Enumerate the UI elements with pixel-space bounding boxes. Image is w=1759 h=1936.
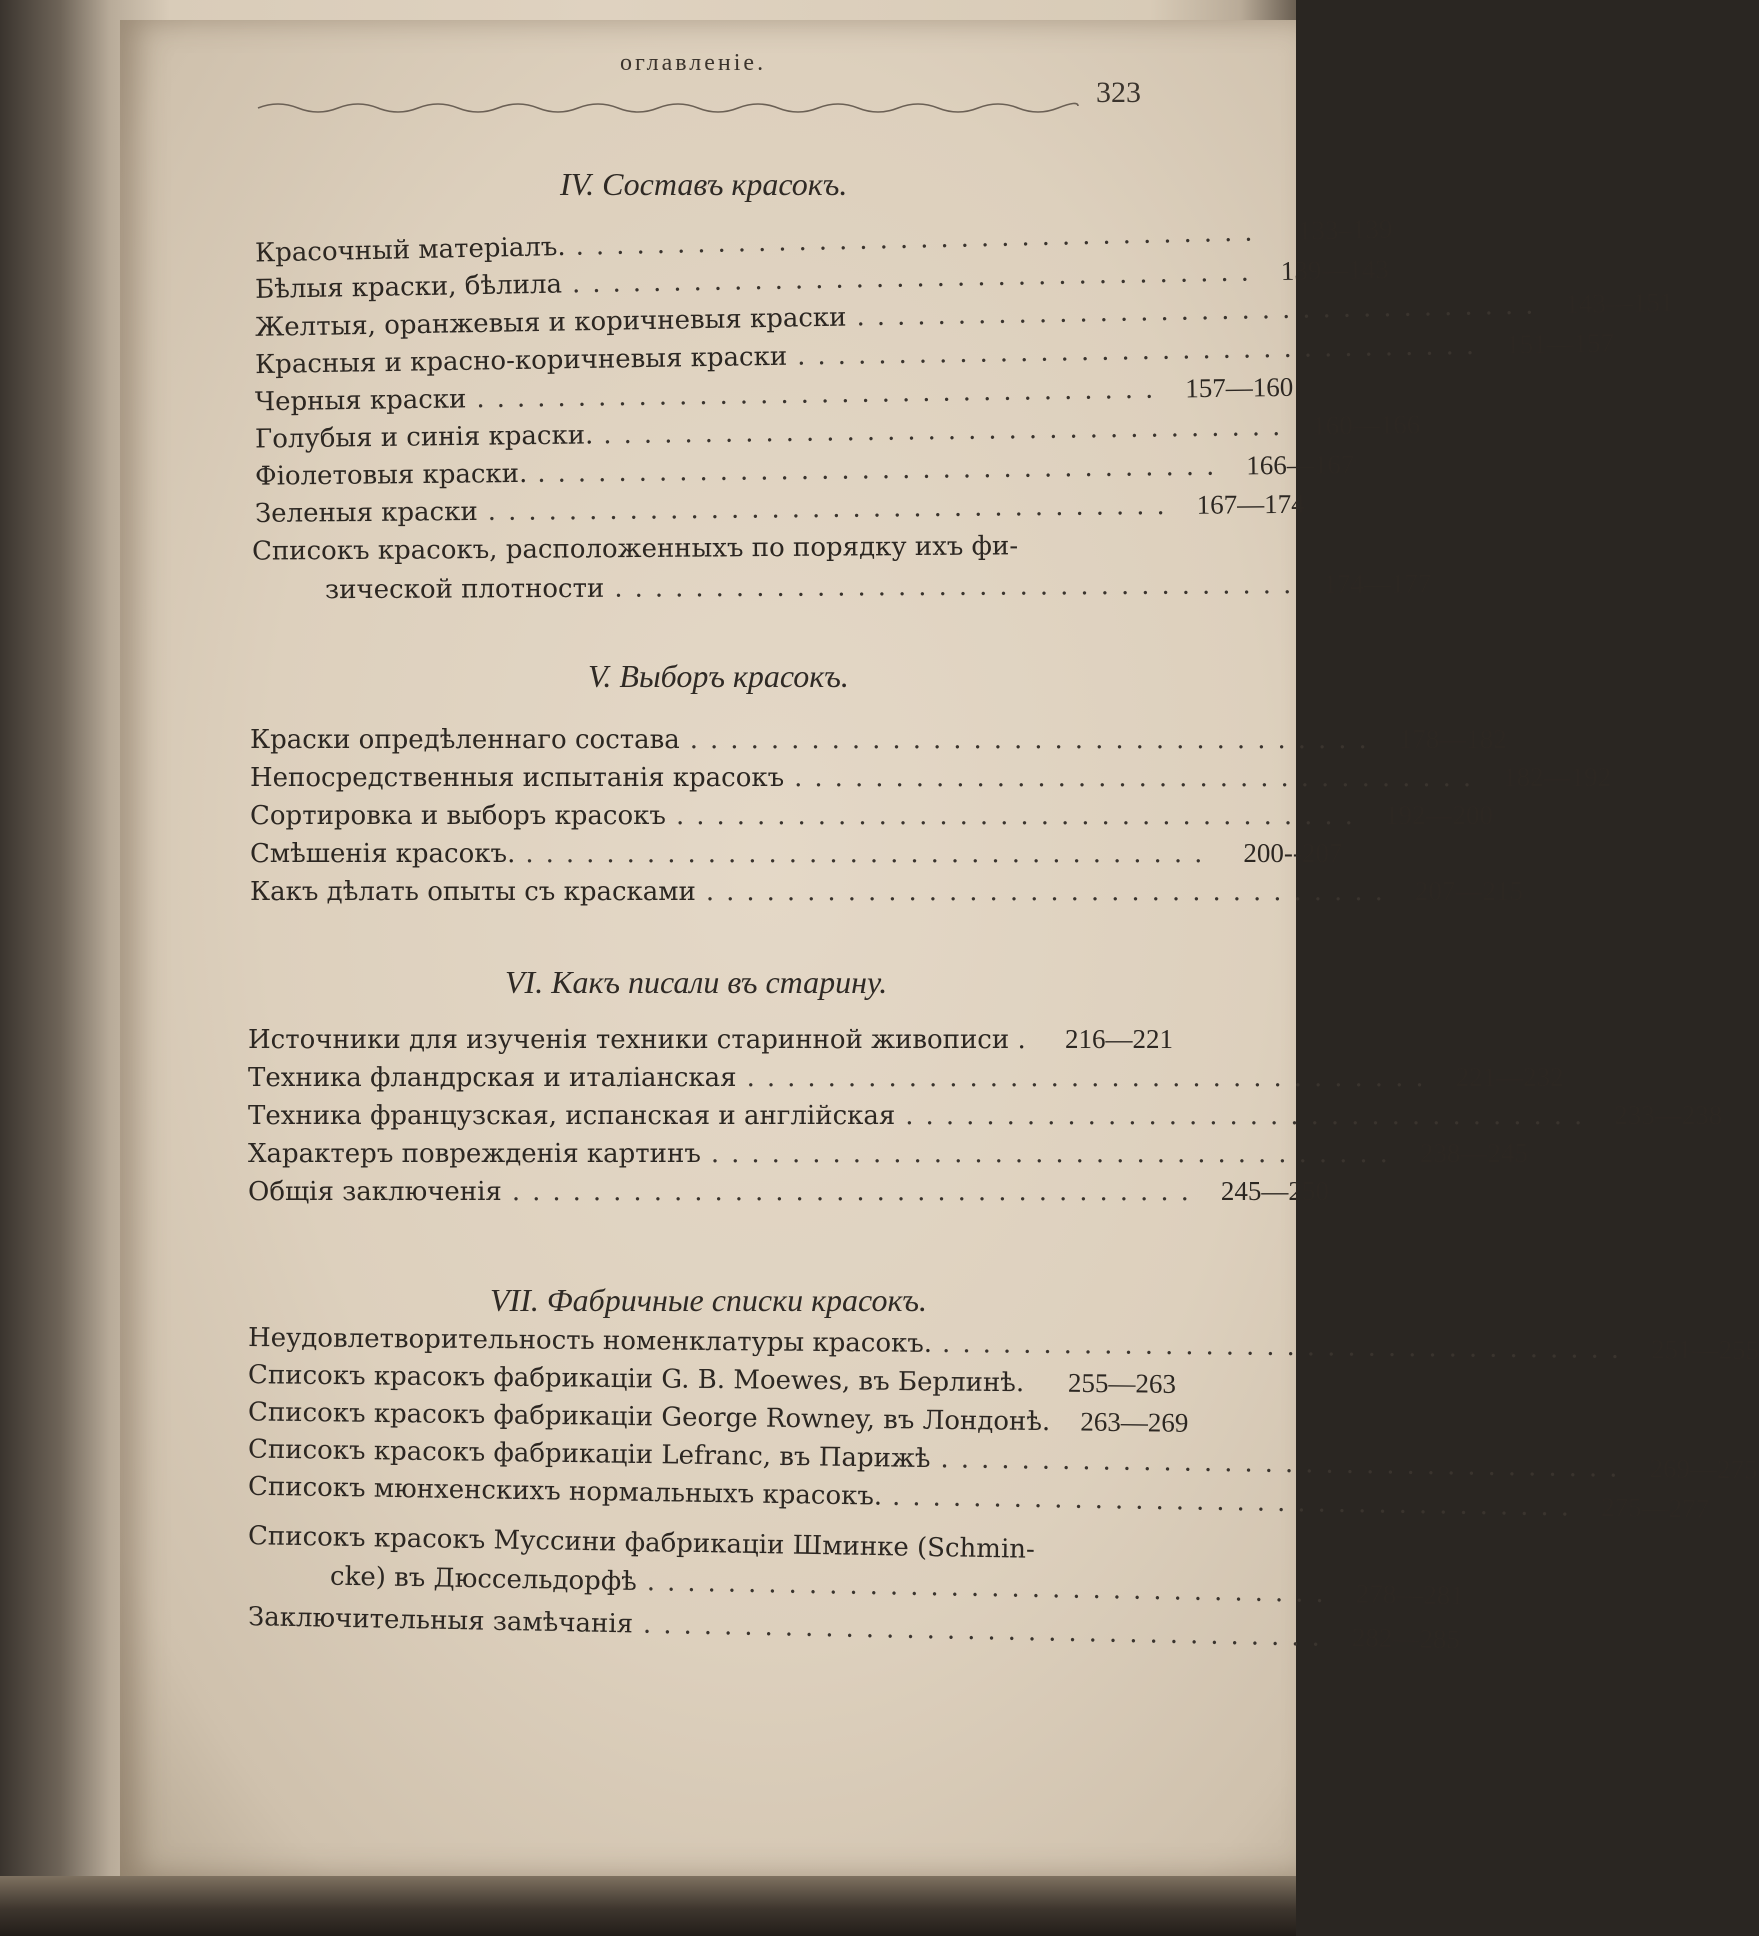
toc-entry: Зеленыя краски .................................. 167—174 — [254, 488, 1305, 529]
toc-entry-label: Списокъ красокъ, расположенныхъ по порядку ихъ фи- — [251, 531, 1019, 567]
toc-entry: Краски опредѣленнаго состава .................................. 178—182 — [250, 724, 1507, 755]
section-title-iv: IV. Составъ красокъ. — [560, 166, 848, 202]
toc-entry: Списокъ красокъ фабрикаціи Lefranc, въ Парижѣ .................................. 269—275 — [247, 1434, 1758, 1485]
toc-entry-label: Списокъ мюнхенскихъ нормальныхъ красокъ. — [247, 1471, 883, 1512]
toc-entry-pages: 139—143 — [1280, 254, 1390, 286]
toc-entry-pages: 207—215 — [1414, 876, 1523, 906]
toc-entry-label: Фіолетовыя краски. — [254, 458, 528, 492]
toc-entry-label: Характеръ поврежденія картинъ — [248, 1139, 701, 1169]
toc-entry: Техника фландрская и италіанская .................................. 221—232 — [248, 1062, 1564, 1093]
toc-entry: Фіолетовыя краски. .................................. 166—167 — [254, 449, 1355, 492]
toc-entry: Непосредственныя испытанія красокъ .................................. 182—192 — [250, 762, 1612, 793]
toc-entry: Неудовлетворительность номенклатуры красокъ. .................................. 251—255 — [247, 1322, 1759, 1366]
toc-entry-pages: 157—160 — [1185, 371, 1294, 404]
toc-entry-label: Какъ дѣлать опыты съ красками — [250, 877, 696, 907]
toc-entry: зической плотности .................................. 174—177 — [324, 568, 1432, 606]
running-header: оглавленіе. — [620, 50, 767, 76]
toc-entry-pages: 233—238 — [1614, 1100, 1723, 1130]
toc-entry-label: Красочный матеріалъ. — [254, 231, 566, 269]
toc-entry-pages: 221—232 — [1455, 1062, 1564, 1092]
toc-entry-label: Бѣлыя краски, бѣлила — [254, 269, 563, 305]
toc-entry-label: Списокъ красокъ фабрикаціи George Rowney, въ Лондонѣ. — [247, 1397, 1051, 1438]
section-title-vii: VII. Фабричные списки красокъ. — [490, 1282, 928, 1318]
toc-entry-pages: 238—245 — [1419, 1138, 1528, 1168]
toc-entry-pages: 178—182 — [1398, 724, 1507, 754]
toc-entry-label: Источники для изученія техники старинной живописи . — [248, 1025, 1026, 1055]
toc-entry: Заключительныя замѣчанія .................................. 282—285 — [247, 1602, 1461, 1655]
toc-entry-pages: 255—263 — [1067, 1367, 1177, 1399]
toc-entry-pages: 245—250 — [1220, 1176, 1329, 1206]
toc-entry-pages: 216—221 — [1065, 1024, 1173, 1054]
toc-entry: Желтыя, оранжевыя и коричневыя краски .................................. 143—151 — [254, 287, 1674, 343]
toc-entry-pages: 251—255 — [1650, 1334, 1759, 1366]
section-title-v: V. Выборъ красокъ. — [588, 658, 849, 694]
toc-entry-label: Списокъ красокъ Муссини фабрикаціи Шминке (Schmin- — [247, 1521, 1036, 1565]
toc-entry-label: cke) въ Дюссельдорфѣ — [329, 1561, 638, 1597]
toc-entry-pages: 192—200 — [1384, 800, 1493, 830]
toc-entry-pages: 166—167 — [1246, 449, 1355, 481]
toc-entry-label: Желтыя, оранжевыя и коричневыя краски — [254, 302, 847, 343]
toc-entry: Бѣлыя краски, бѣлила .................................. 139—143 — [254, 254, 1390, 305]
toc-entry-label: Смѣшенія красокъ. — [250, 839, 516, 869]
toc-entry — [248, 1024, 1173, 1055]
toc-entry: Черныя краски .................................. 157—160 — [254, 371, 1294, 418]
decorative-wavy-rule — [258, 96, 1078, 114]
toc-entry-label: Неудовлетворительность номенклатуры красокъ. — [247, 1322, 933, 1359]
toc-entry: Голубыя и синія краски. .................................. 160—166 — [254, 409, 1421, 455]
toc-entry: Красныя и красно-коричневыя краски .................................. 151—157 — [254, 327, 1615, 381]
section-title-vi: VI. Какъ писали въ старину. — [505, 964, 888, 1000]
toc-entry-pages: 282—285 — [1351, 1622, 1461, 1655]
toc-entry-label: Красныя и красно-коричневыя краски — [254, 341, 788, 381]
toc-entry-label: Техника фландрская и италіанская — [248, 1063, 737, 1093]
toc-entry: Красочный матеріалъ. .................................. 133–139 — [254, 213, 1393, 269]
toc-entry: Техника французская, испанская и англійская .................................. 233—238 — [248, 1100, 1723, 1131]
toc-entry-label: Краски опредѣленнаго состава — [250, 725, 680, 755]
toc-entry-pages: 143—151 — [1565, 287, 1674, 320]
toc-entry-pages: 275—277 — [1600, 1491, 1710, 1524]
toc-entry-label: Сортировка и выборъ красокъ — [250, 801, 666, 831]
toc-entry-pages: 200--207 — [1243, 838, 1343, 868]
toc-entry-label: Черныя краски — [254, 384, 467, 418]
book-edge — [0, 1876, 1296, 1936]
toc-entry: cke) въ Дюссельдорфѣ .................................. 278—281 — [329, 1561, 1465, 1611]
toc-entry-label: Заключительныя замѣчанія — [247, 1602, 634, 1640]
toc-entry: Смѣшенія красокъ. .................................. 200--207 — [250, 838, 1343, 869]
toc-entry-pages: 167—174 — [1196, 488, 1305, 520]
toc-entry-label: Списокъ красокъ фабрикаціи G. B. Moewes, въ Берлинѣ. — [247, 1360, 1025, 1399]
toc-entry-label: Техника французская, испанская и англійская — [248, 1101, 896, 1131]
toc-entry-label: Списокъ красокъ фабрикаціи Lefranc, въ Парижѣ — [247, 1434, 931, 1475]
toc-entry-pages: 278—281 — [1355, 1578, 1465, 1611]
toc-entry-label: Голубыя и синія краски. — [254, 420, 594, 455]
toc-entry-pages: 263—269 — [1080, 1406, 1189, 1438]
toc-entry-pages: 133–139 — [1297, 213, 1393, 246]
page-number: 323 — [1096, 76, 1141, 109]
toc-entry-pages: 151—157 — [1505, 327, 1615, 360]
toc-entry-label: Общія заключенія — [248, 1177, 502, 1207]
toc-entry-label: зической плотности — [324, 573, 605, 606]
toc-entry: Сортировка и выборъ красокъ .................................. 192—200 — [250, 800, 1493, 831]
toc-entry-pages: 182—192 — [1503, 762, 1612, 792]
toc-entry: Характеръ поврежденія картинъ .................................. 238—245 — [248, 1138, 1528, 1169]
toc-entry-label: Зеленыя краски — [254, 497, 478, 529]
toc-entry-label: Непосредственныя испытанія красокъ — [250, 763, 785, 793]
toc-entry-pages: 269—275 — [1649, 1453, 1758, 1485]
toc-entry: Какъ дѣлать опыты съ красками .................................. 207—215 — [250, 876, 1523, 907]
toc-entry: Общія заключенія .................................. 245—250 — [248, 1176, 1329, 1207]
toc-entry-pages: 174—177 — [1323, 568, 1432, 599]
toc-entry-pages: 160—166 — [1312, 409, 1421, 441]
toc-entry: Списокъ мюнхенскихъ нормальныхъ красокъ. .................................. 275—277 — [247, 1471, 1710, 1524]
